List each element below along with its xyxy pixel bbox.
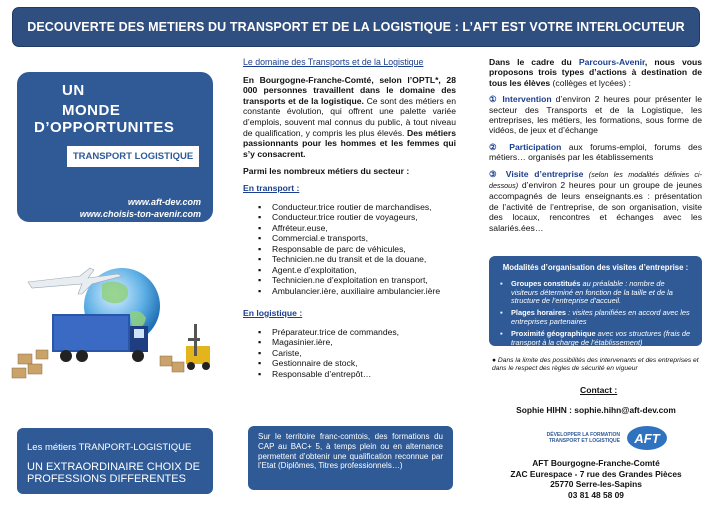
list-item: ▪ Cariste, (258, 348, 456, 359)
action-participation (489, 142, 702, 163)
aft-logo (540, 420, 670, 456)
intro-bold-1: En Bourgogne-Franche-Comté, selon l’OPTL*, 28 000 personnes travaillent dans le domaine des transports et de la logistique. (243, 74, 456, 106)
action-text: d’environ 2 heures pour un groupe de jeunes accompagnés de leurs enseignants.es : présentation de l’activité de l’entreprise, de son organisation, visite des locaux, rencontres et échanges avec les salariés.ées… (489, 180, 702, 233)
domain-heading: Le domaine des Transports et de la Logistique (243, 57, 424, 67)
metiers-summary-box (17, 428, 213, 494)
domain-column (243, 57, 456, 379)
metiers-subtitle: Les métiers TRANPORT-LOGISTIQUE (27, 442, 192, 453)
promo-box (17, 72, 213, 222)
list-item: ▪ Ambulancier.ière, auxiliaire ambulancier.ière (258, 286, 456, 297)
list-item: ▪ Conducteur.trice routier de voyageurs, (258, 212, 456, 223)
logistique-job-list (258, 327, 456, 380)
aft-dev-link[interactable]: www.aft-dev.com (127, 197, 201, 207)
address-city: 25770 Serre-les-Sapins (550, 479, 642, 490)
number-1-icon: ① (489, 94, 499, 105)
transport-job-list (258, 202, 456, 297)
actions-column (489, 57, 702, 239)
list-item: ▪ Technicien.ne d’exploitation en transport, (258, 275, 456, 286)
list-item (499, 280, 692, 306)
address-phone: 03 81 48 58 09 (568, 489, 624, 500)
list-item: ▪ Technicien.ne du transit et de la douane, (258, 254, 456, 265)
list-item: ▪ Préparateur.trice de commandes, (258, 327, 456, 338)
page-banner-title: DECOUVERTE DES METIERS DU TRANSPORT ET DE LA LOGISTIQUE : L’AFT EST VOTRE INTERLOCUTEUR (12, 7, 700, 47)
address-street: ZAC Eurespace - 7 rue des Grandes Pièces (510, 468, 682, 479)
contact-heading: Contact : (580, 385, 618, 395)
list-item: ▪ Affréteur.euse, (258, 223, 456, 234)
action-note: (selon les modalités définies ci-dessous) (489, 169, 702, 191)
list-item: ▪ Magasinier.ière, (258, 337, 456, 348)
lead-text-a: Dans le cadre du (489, 57, 579, 67)
intro-bold-2: Des métiers passionnants pour les hommes et les femmes qui s’y consacrent. (243, 127, 456, 159)
promo-line-3: D’OPPORTUNITES (34, 119, 175, 136)
action-text: d’environ 2 heures pour présenter le secteur des Transports et de la Logistique, les entreprises, les métiers, les formations, sous forme de vidéos, de jeux et d’échange (489, 94, 702, 136)
list-item: ▪ Responsable de parc de véhicules, (258, 244, 456, 255)
action-title: Visite d’entreprise (505, 168, 584, 179)
item-bold: Plages horaires (511, 308, 567, 318)
list-item: ▪ Responsable d’entrepôt… (258, 369, 456, 380)
number-2-icon: ② (489, 141, 502, 152)
promo-line-2: MONDE (62, 102, 121, 119)
parcours-avenir-highlight: Parcours-Avenir (578, 57, 645, 67)
action-title: Participation (509, 141, 562, 152)
modalities-list (499, 280, 692, 346)
footnote: ● Dans la limite des possibilités des intervenants et des entreprises et dans le respect des règles de sécurité en vigueur (492, 357, 699, 373)
number-3-icon: ③ (489, 168, 501, 179)
item-bold: Groupes constitués (511, 278, 581, 288)
action-intervention (489, 94, 702, 136)
actions-lead (489, 57, 702, 88)
territory-info-box: Sur le territoire franc-comtois, des formations du CAP au BAC+ 5, à temps plein ou en alternance permettent d’obtenir une qualification reconnue par l’Etat (Diplômes, Titres professionnels…) (248, 426, 453, 490)
list-item (499, 330, 692, 346)
transport-logistique-tag: TRANSPORT LOGISTIQUE (67, 146, 199, 167)
item-text: au préalable : nombre de visiteurs déterminé en fonction de la taille et de la structure de l’entreprise d’accueil. (511, 278, 673, 306)
choisis-ton-avenir-link[interactable]: www.choisis-ton-avenir.com (79, 209, 201, 219)
list-item (499, 309, 692, 327)
logistique-section-title: En logistique : (243, 308, 303, 319)
modalities-heading: Modalités d’organisation des visites d’entreprise : (502, 263, 689, 272)
among-jobs-label: Parmi les nombreux métiers du secteur : (243, 166, 410, 177)
logo-tagline: DÉVELOPPER LA FORMATION TRANSPORT ET LOGISTIQUE (546, 432, 620, 444)
address-org: AFT Bourgogne-Franche-Comté (532, 458, 660, 468)
list-item: ▪ Agent.e d’exploitation, (258, 265, 456, 276)
address-block (490, 458, 702, 500)
transport-section-title: En transport : (243, 182, 300, 193)
contact-email[interactable]: Sophie HIHN : sophie.hihn@aft-dev.com (516, 405, 676, 415)
action-visite (489, 169, 702, 233)
item-text: : visites planifiées en accord avec les entreprises partenaires (511, 308, 690, 326)
aft-logo-mark-icon (626, 424, 668, 452)
logo-mark-text: AFT (634, 431, 660, 446)
lead-text-c: (collèges et lycées) : (550, 77, 631, 88)
list-item: ▪ Conducteur.trice routier de marchandises, (258, 202, 456, 213)
domain-intro (243, 75, 456, 160)
item-text: avec vos structures (frais de transport à la charge de l’établissement) (511, 328, 691, 346)
metiers-headline: UN EXTRAORDINAIRE CHOIX DE PROFESSIONS DIFFERENTES (27, 461, 200, 485)
promo-line-1: UN (62, 82, 85, 99)
intro-plain: Ce sont des métiers en constante évolution, qui offrent une palette variée d’emplois, souvent mal connus du public, à tout niveau de qualification, y compris les plus élevés. (243, 95, 456, 138)
action-text: aux forums-emploi, forums des métiers… organisés par les établissements (489, 141, 702, 163)
list-item: ▪ Commercial.e transports, (258, 233, 456, 244)
list-item: ▪ Gestionnaire de stock, (258, 358, 456, 369)
action-title: Intervention (502, 94, 552, 105)
visit-modalities-box (489, 256, 702, 346)
transport-logistics-illustration (10, 256, 222, 386)
item-bold: Proximité géographique (511, 328, 596, 338)
lead-text-b: , nous vous proposons trois types d’actions à destination de tous les élèves (489, 57, 703, 88)
